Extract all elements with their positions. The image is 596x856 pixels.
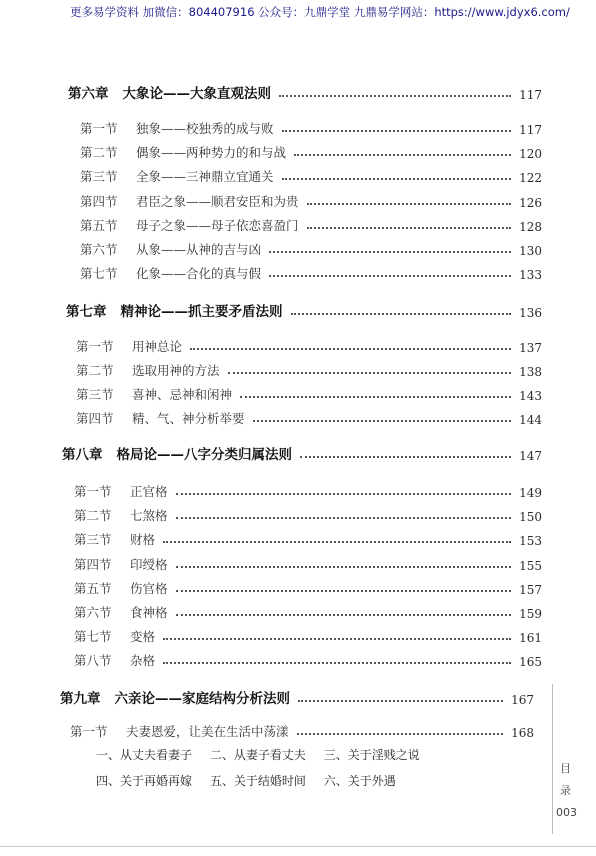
section-row[interactable]: [80, 214, 542, 234]
page-number: 147: [519, 449, 542, 463]
section-title: 独象——校独秀的成与败: [136, 121, 274, 136]
leader-dots: [307, 203, 512, 205]
section-number: 第四节: [80, 194, 118, 209]
folio-page-number: 003: [556, 806, 577, 819]
page-header-watermark: 更多易学资料 加微信：804407916 公众号：九鼎学堂 九鼎易学网站：https://www.jdyx6.com/: [70, 5, 570, 19]
section-title: 用神总论: [132, 339, 183, 354]
leader-dots: [282, 178, 512, 180]
leader-dots: [163, 662, 511, 664]
section-number: 第一节: [76, 339, 114, 354]
section-row[interactable]: [80, 238, 542, 258]
section-row[interactable]: [74, 577, 542, 597]
section-row[interactable]: [74, 504, 542, 524]
page-number: 133: [519, 268, 542, 282]
section-row[interactable]: [74, 480, 542, 500]
page-number: 122: [519, 171, 542, 185]
leader-dots: [190, 348, 511, 350]
page-number: 153: [519, 534, 542, 548]
subsection-item[interactable]: 二、从妻子看丈夫: [209, 748, 306, 762]
section-row[interactable]: [80, 165, 542, 185]
chapter-number: 第九章: [60, 691, 101, 707]
section-title: 印绶格: [130, 557, 168, 572]
section-number: 第一节: [74, 484, 112, 499]
side-label-lu: 录: [560, 784, 571, 797]
section-number: 第七节: [74, 629, 112, 644]
chapter-number: 第七章: [66, 304, 107, 320]
section-title: 夫妻恩爱，让美在生活中荡漾: [126, 724, 289, 739]
page-number: 161: [519, 631, 542, 645]
leader-dots: [269, 275, 511, 277]
section-row[interactable]: [70, 720, 534, 740]
bottom-rule: [0, 846, 596, 847]
section-number: 第一节: [80, 121, 118, 136]
section-row[interactable]: [76, 383, 542, 403]
section-title: 选取用神的方法: [132, 363, 220, 378]
page-number: 136: [519, 306, 542, 320]
section-number: 第五节: [80, 218, 118, 233]
leader-dots: [176, 614, 512, 616]
leader-dots: [269, 251, 511, 253]
section-number: 第四节: [74, 557, 112, 572]
section-row[interactable]: [76, 359, 542, 379]
leader-dots: [300, 456, 511, 458]
section-number: 第七节: [80, 266, 118, 281]
section-number: 第三节: [80, 169, 118, 184]
leader-dots: [282, 130, 512, 132]
leader-dots: [240, 396, 511, 398]
section-title: 七煞格: [130, 508, 168, 523]
section-number: 第二节: [80, 145, 118, 160]
leader-dots: [294, 154, 511, 156]
page-number: 144: [519, 413, 542, 427]
section-number: 第六节: [80, 242, 118, 257]
section-title: 从象——从神的吉与凶: [136, 242, 262, 257]
leader-dots: [307, 227, 512, 229]
leader-dots: [176, 517, 512, 519]
chapter-title: 六亲论——家庭结构分析法则: [114, 691, 290, 707]
subsection-line: [96, 772, 410, 789]
section-title: 喜神、忌神和闲神: [132, 387, 233, 402]
leader-dots: [176, 566, 512, 568]
chapter-row[interactable]: [66, 300, 542, 320]
section-number: 第二节: [76, 363, 114, 378]
subsection-line: [96, 746, 434, 763]
leader-dots: [279, 95, 511, 97]
chapter-row[interactable]: [60, 687, 534, 707]
chapter-number: 第六章: [68, 86, 109, 102]
section-title: 偶象——两种势力的和与战: [136, 145, 287, 160]
section-title: 君臣之象——顺君安臣和为贵: [136, 194, 299, 209]
page-number: 150: [519, 510, 542, 524]
leader-dots: [176, 493, 512, 495]
section-row[interactable]: [74, 601, 542, 621]
section-row[interactable]: [74, 553, 542, 573]
section-row[interactable]: [74, 649, 542, 669]
section-number: 第五节: [74, 581, 112, 596]
section-title: 食神格: [130, 605, 168, 620]
section-title: 精、气、神分析举要: [132, 411, 245, 426]
leader-dots: [298, 700, 503, 702]
section-title: 正官格: [130, 484, 168, 499]
page-number: 130: [519, 244, 542, 258]
page-number: 155: [519, 559, 542, 573]
section-number: 第二节: [74, 508, 112, 523]
page-number: 167: [511, 693, 534, 707]
section-row[interactable]: [80, 141, 542, 161]
page-number: 126: [519, 196, 542, 210]
page-number: 157: [519, 583, 542, 597]
leader-dots: [253, 420, 512, 422]
section-title: 化象——合化的真与假: [136, 266, 262, 281]
page-number: 138: [519, 365, 542, 379]
section-title: 杂格: [130, 653, 156, 668]
leader-dots: [228, 372, 512, 374]
section-title: 伤官格: [130, 581, 168, 596]
section-title: 财格: [130, 532, 156, 547]
subsection-item[interactable]: 六、关于外遇: [323, 774, 396, 788]
page-number: 168: [511, 726, 534, 740]
page-number: 117: [519, 88, 542, 102]
section-number: 第一节: [70, 724, 108, 739]
subsection-item[interactable]: 四、关于再婚再嫁: [96, 774, 193, 788]
section-row[interactable]: [80, 262, 542, 282]
page-number: 137: [519, 341, 542, 355]
side-label-mu: 目: [560, 762, 571, 775]
page-number: 165: [519, 655, 542, 669]
chapter-title: 大象论——大象直观法则: [122, 86, 271, 102]
section-row[interactable]: [80, 190, 542, 210]
section-number: 第四节: [76, 411, 114, 426]
section-row[interactable]: [76, 335, 542, 355]
page-number: 128: [519, 220, 542, 234]
section-title: 全象——三神鼎立宜通关: [136, 169, 274, 184]
section-number: 第六节: [74, 605, 112, 620]
section-number: 第三节: [76, 387, 114, 402]
section-row[interactable]: [76, 407, 542, 427]
section-row[interactable]: [74, 625, 542, 645]
chapter-number: 第八章: [62, 447, 103, 463]
subsection-item[interactable]: 三、关于淫贱之说: [323, 748, 420, 762]
section-title: 变格: [130, 629, 156, 644]
page-number: 159: [519, 607, 542, 621]
chapter-row[interactable]: [62, 443, 542, 463]
leader-dots: [163, 541, 511, 543]
page-number: 143: [519, 389, 542, 403]
leader-dots: [163, 638, 511, 640]
chapter-title: 格局论——八字分类归属法则: [116, 447, 292, 463]
page-number: 149: [519, 486, 542, 500]
section-number: 第八节: [74, 653, 112, 668]
subsection-item[interactable]: 五、关于结婚时间: [209, 774, 306, 788]
page-number: 120: [519, 147, 542, 161]
subsection-item[interactable]: 一、从丈夫看妻子: [96, 748, 193, 762]
leader-dots: [297, 733, 504, 735]
section-row[interactable]: [74, 528, 542, 548]
chapter-row[interactable]: [68, 82, 542, 102]
leader-dots: [291, 313, 512, 315]
margin-divider: [552, 684, 553, 834]
section-number: 第三节: [74, 532, 112, 547]
page-number: 117: [519, 123, 542, 137]
leader-dots: [176, 590, 512, 592]
section-row[interactable]: [80, 117, 542, 137]
section-title: 母子之象——母子依恋喜盈门: [136, 218, 299, 233]
chapter-title: 精神论——抓主要矛盾法则: [120, 304, 283, 320]
